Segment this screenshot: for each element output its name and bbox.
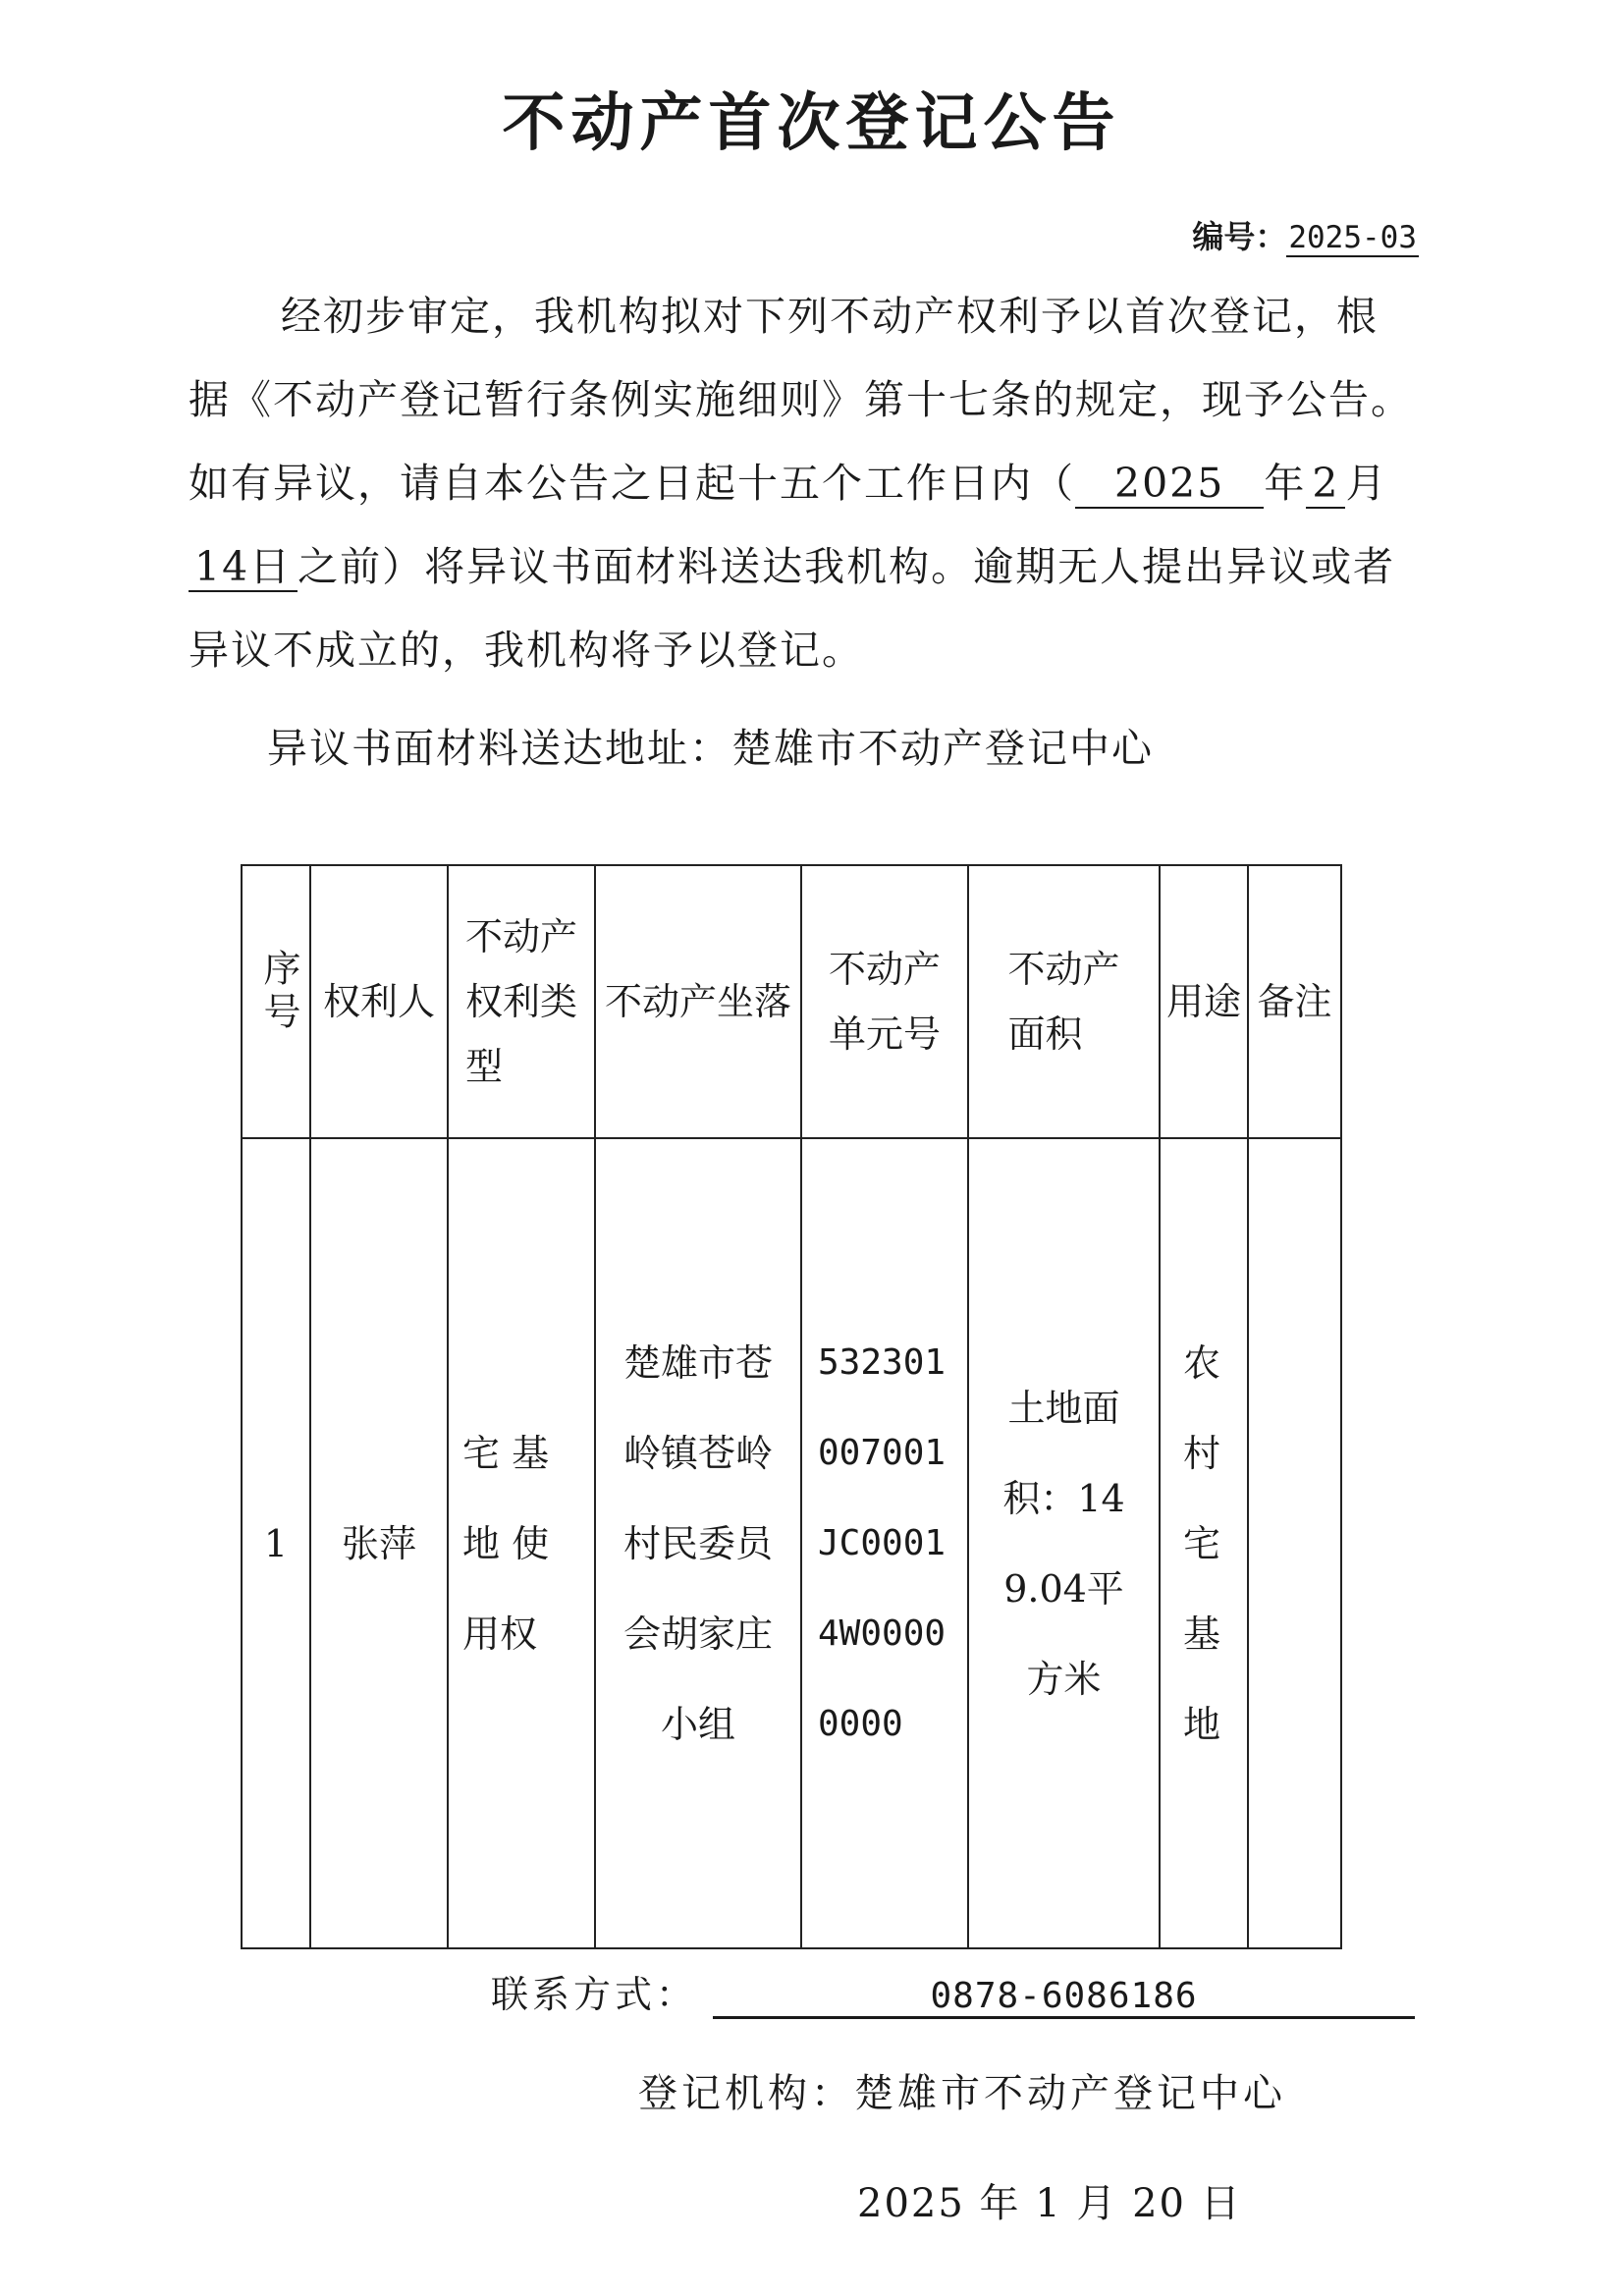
cell-right-type: 宅 基 地 使 用权	[448, 1138, 595, 1948]
header-seq: 序号	[242, 865, 310, 1138]
header-location: 不动产坐落	[595, 865, 801, 1138]
notice-text-part2: 之前）将异议书面材料送达我机构。逾期无人提出异议或者异议不成立的，我机构将予以登记。	[189, 543, 1396, 674]
document-number	[1192, 212, 1419, 257]
contact-label: 联系方式：	[491, 1973, 698, 2016]
cell-seq: 1	[242, 1138, 310, 1948]
document-number-label: 编号：	[1192, 218, 1287, 255]
table-header-row	[242, 865, 1341, 1138]
header-right-type: 不动产权利类型	[448, 865, 595, 1138]
header-holder: 权利人	[310, 865, 448, 1138]
cell-remark	[1248, 1138, 1341, 1948]
cell-area: 土地面积：149.04平方米	[968, 1138, 1160, 1948]
notice-text-part1: 经初步审定，我机构拟对下列不动产权利予以首次登记，根据《不动产登记暂行条例实施细则》第十七条的规定，现予公告。如有异议，请自本公告之日起十五个工作日内（	[189, 293, 1413, 507]
cell-usage: 农村宅基地	[1160, 1138, 1248, 1948]
contact-phone: 0878-6086186	[713, 1976, 1415, 2019]
notice-paragraph	[189, 275, 1416, 692]
header-area: 不动产面积	[968, 865, 1160, 1138]
objection-address: 异议书面材料送达地址：楚雄市不动产登记中心	[267, 725, 1154, 772]
issue-date: 2025 年 1 月 20 日	[857, 2181, 1242, 2226]
year-unit: 年	[1264, 460, 1307, 507]
cell-location: 楚雄市苍岭镇苍岭村民委员会胡家庄小组	[595, 1138, 801, 1948]
contact-info	[491, 1964, 1415, 2019]
cell-holder: 张萍	[310, 1138, 448, 1948]
registration-table	[241, 864, 1342, 1949]
cell-unit-no: 532301007001JC00014W00000000	[801, 1138, 968, 1948]
header-remark: 备注	[1248, 865, 1341, 1138]
page-title: 不动产首次登记公告	[502, 87, 1121, 160]
header-usage: 用途	[1160, 865, 1248, 1138]
table-row	[242, 1138, 1341, 1948]
deadline-day: 14日	[189, 543, 298, 592]
deadline-month: 2	[1306, 460, 1345, 509]
header-unit-no: 不动产单元号	[801, 865, 968, 1138]
month-unit: 月	[1345, 460, 1388, 507]
deadline-year: 2025	[1075, 460, 1264, 509]
registration-organization: 登记机构：楚雄市不动产登记中心	[638, 2071, 1286, 2116]
document-number-value: 2025-03	[1288, 220, 1417, 255]
